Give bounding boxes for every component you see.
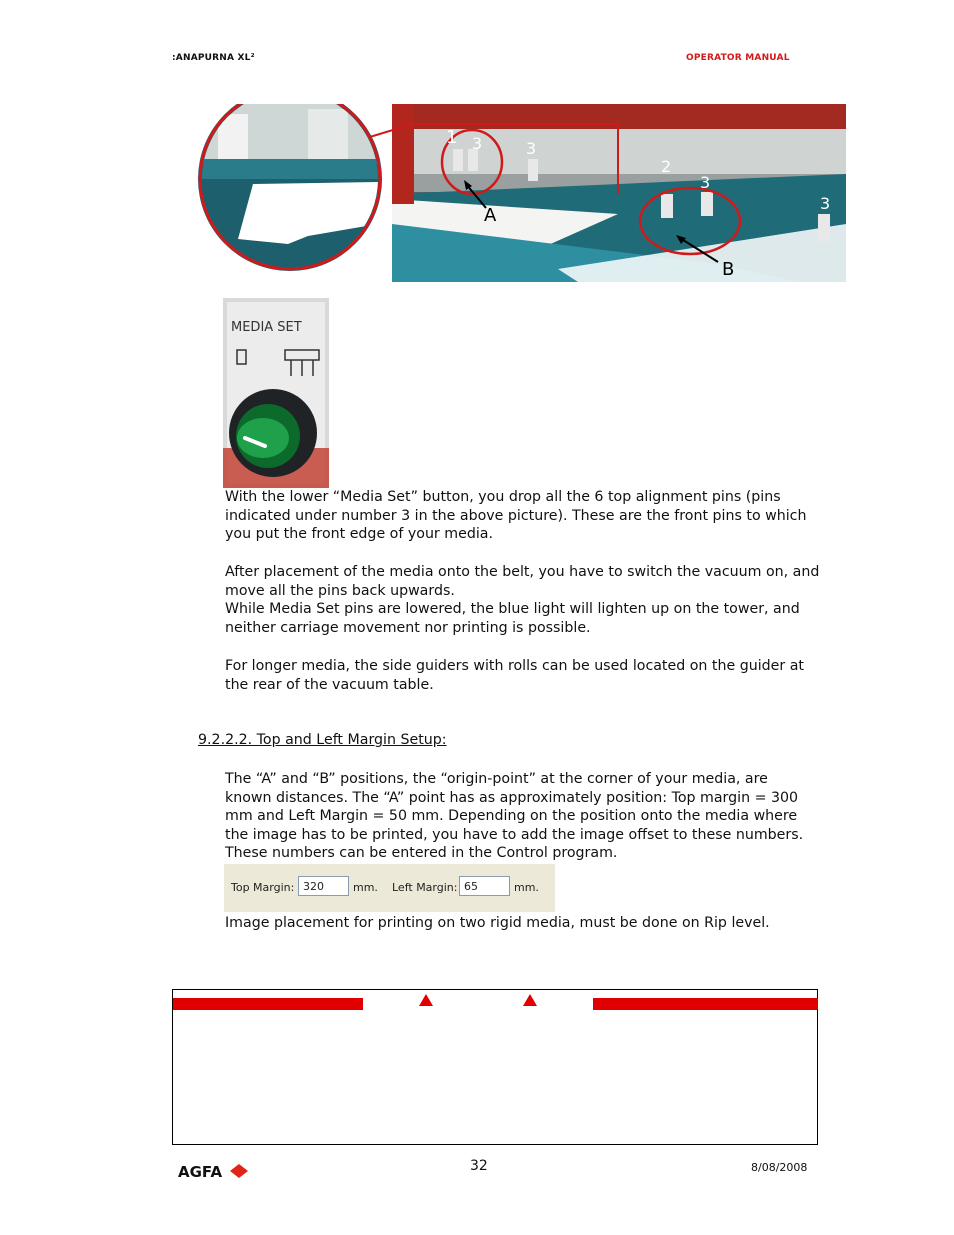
top-margin-label: Top Margin: — [231, 881, 295, 894]
pin-label-3b: 3 — [526, 139, 537, 158]
pin-label-3c: 3 — [700, 173, 711, 192]
header-manual-title: OPERATOR MANUAL — [686, 53, 790, 63]
para-1: With the lower “Media Set” button, you drop all the 6 top alignment pins (pins indicated under number 3 in the above picture). These are the front pins to which you put the front edge of your media. — [225, 489, 807, 543]
para-media-set — [225, 488, 825, 544]
media-set-title: MEDIA SET — [231, 320, 302, 335]
para-2: After placement of the media onto the belt, you have to switch the vacuum on, and move all the pins back upwards. — [225, 564, 820, 599]
pin-label-3a: 3 — [472, 134, 483, 153]
pin-label-2: 2 — [661, 157, 672, 176]
left-margin-input[interactable]: 65 — [459, 876, 510, 896]
warning-box — [172, 989, 818, 1145]
pin-label-1: 1 — [446, 127, 458, 148]
position-label-a: A — [484, 205, 497, 226]
pin-label-3d: 3 — [820, 194, 831, 213]
media-set-switch-photo — [223, 298, 329, 488]
left-margin-label: Left Margin: — [392, 881, 458, 894]
section-paragraph — [225, 770, 815, 863]
warning-bar-left — [173, 998, 363, 1010]
para-vacuum — [225, 563, 825, 637]
position-label-b: B — [722, 259, 735, 280]
warning-triangle-icon — [523, 994, 537, 1006]
svg-text:AGFA: AGFA — [178, 1163, 223, 1181]
rip-note — [225, 914, 825, 933]
section-title: 9.2.2.2. Top and Left Margin Setup: — [198, 732, 447, 748]
rip-note-text: Image placement for printing on two rigid media, must be done on Rip level. — [225, 915, 770, 931]
margin-settings-panel — [224, 864, 555, 912]
warning-bar-right — [593, 998, 818, 1010]
media-pins-photo — [198, 104, 846, 282]
agfa-logo — [178, 1161, 250, 1181]
para-4: For longer media, the side guiders with rolls can be used located on the guider at the rear of the vacuum table. — [225, 658, 804, 693]
section-text: The “A” and “B” positions, the “origin-point” at the corner of your media, are known distances. The “A” point has as approximately position: Top margin = 300 mm and Left Margin = 50 mm. Depending on the position onto the media where the image has to be printed, you have to add the image offset to these numbers. These numbers can be entered in the Control program. — [225, 771, 804, 862]
para-longer-media — [225, 657, 825, 694]
left-margin-unit: mm. — [514, 881, 539, 894]
para-3: While Media Set pins are lowered, the blue light will lighten up on the tower, and neither carriage movement nor printing is possible. — [225, 601, 800, 636]
top-margin-input[interactable]: 320 — [298, 876, 349, 896]
page-number: 32 — [470, 1158, 488, 1174]
header-product: :ANAPURNA XL² — [172, 53, 255, 63]
top-margin-unit: mm. — [353, 881, 378, 894]
warning-triangle-icon — [419, 994, 433, 1006]
footer-date: 8/08/2008 — [751, 1161, 808, 1174]
